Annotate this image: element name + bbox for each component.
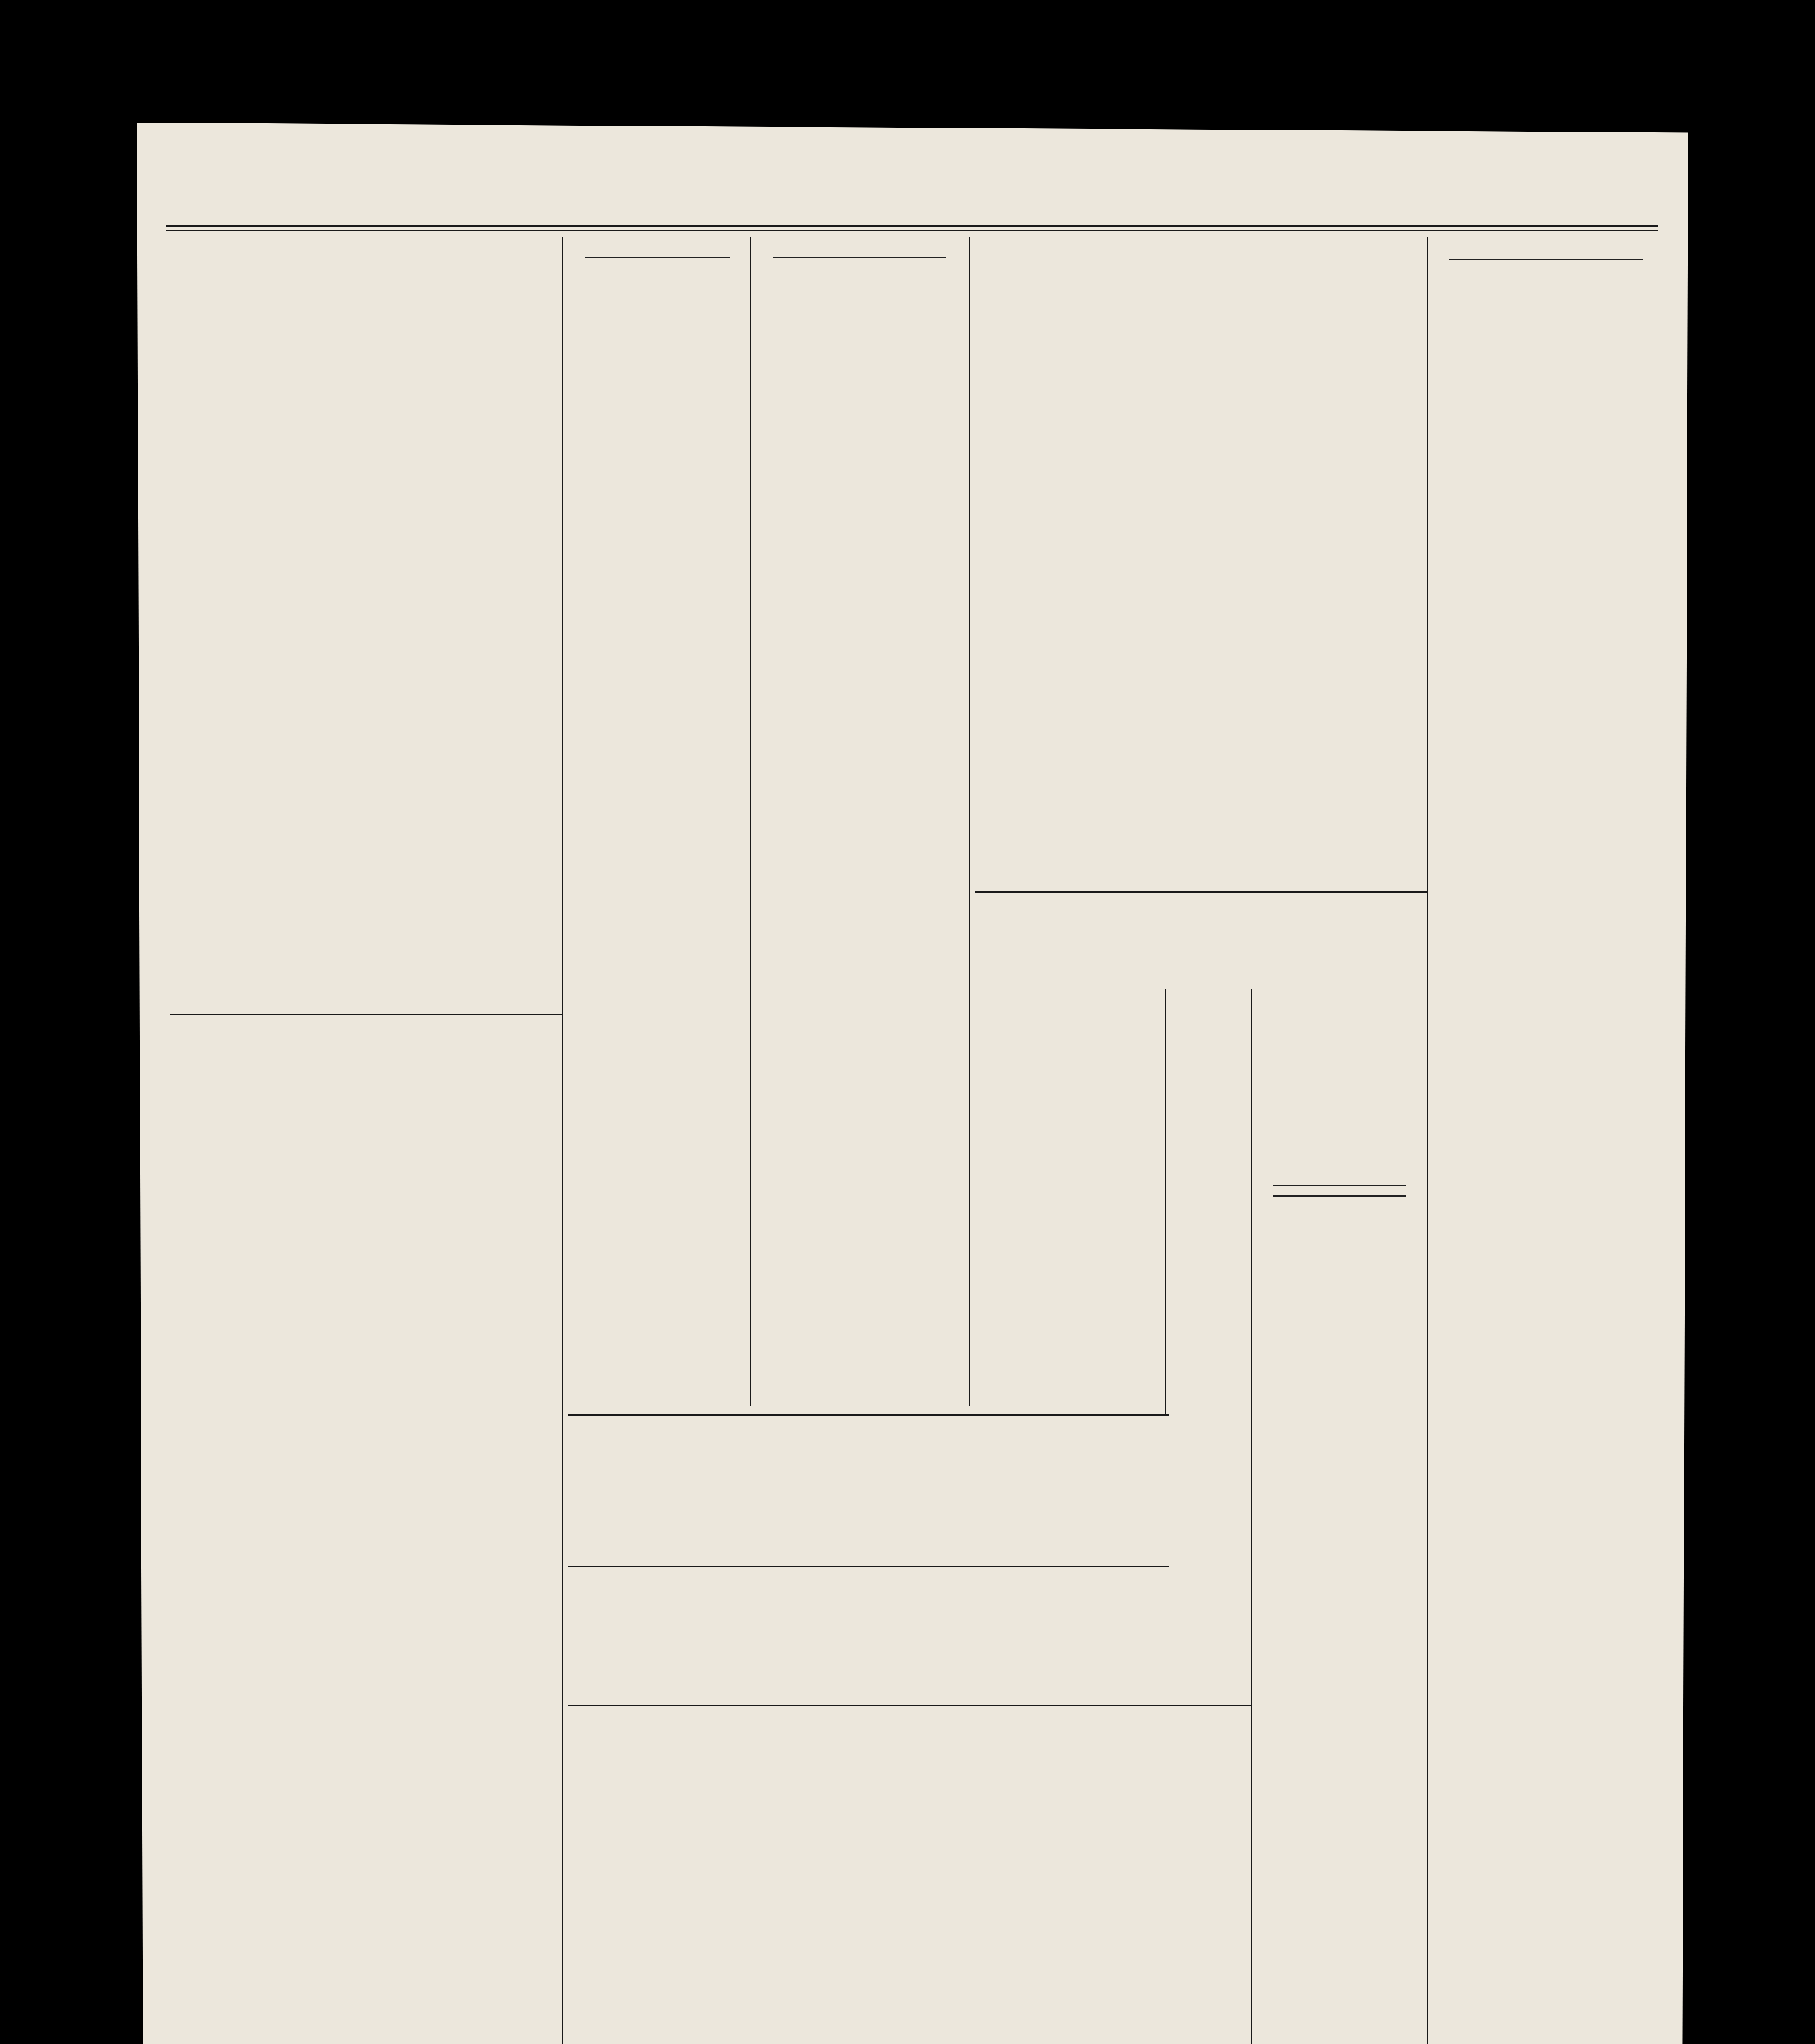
- article-merry-old-england: [1433, 245, 1660, 2044]
- divider: [1273, 1185, 1406, 1186]
- column-rule: [562, 237, 563, 2044]
- divider: [585, 257, 730, 258]
- masthead-rule-2: [166, 230, 1658, 231]
- markets-tail: [407, 1022, 556, 1079]
- what-you-can-do-container: [1174, 1181, 1247, 1699]
- section-rule: [170, 1014, 562, 1015]
- section-rule: [568, 1414, 1169, 1416]
- column-rule: [750, 237, 751, 1406]
- masthead-rule: [166, 225, 1658, 227]
- divider: [1449, 259, 1643, 260]
- column-rule: [1427, 237, 1428, 2044]
- article-french-peasants: [975, 897, 1423, 1167]
- farm-products-markets: [170, 1022, 399, 2044]
- article-britain-repay: [1257, 1175, 1423, 2044]
- divider: [1273, 1195, 1406, 1197]
- article-siege-warfare: [975, 245, 1423, 891]
- column-rule: [969, 237, 970, 1406]
- section-rule: [975, 891, 1427, 893]
- newspaper-page: [137, 123, 1688, 2044]
- article-column-3: [756, 245, 963, 1406]
- article-column-2: [568, 245, 746, 1406]
- article-aid-to-motherland: [170, 245, 556, 1010]
- four-commanders-feature: [568, 1709, 1249, 2044]
- article-turks: [568, 1419, 1167, 1558]
- article-column-2-lower: [407, 1087, 558, 1406]
- section-rule: [568, 1566, 1169, 1567]
- section-rule: [568, 1705, 1251, 1706]
- divider: [773, 257, 946, 258]
- article-tommy-atkins: [568, 1572, 1249, 1699]
